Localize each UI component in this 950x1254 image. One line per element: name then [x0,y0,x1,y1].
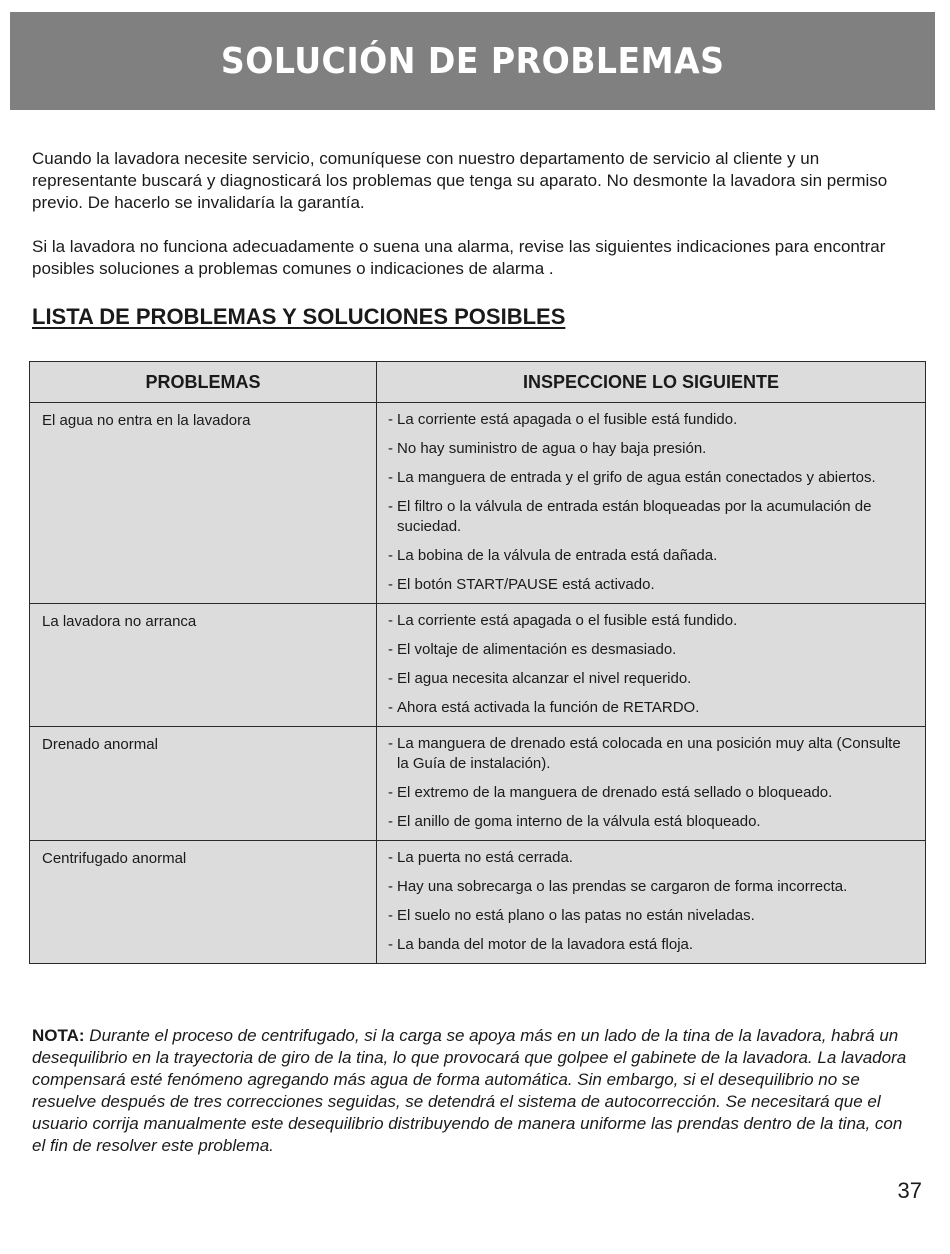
header-bar [10,12,935,110]
problem-cell: Drenado anormal [30,727,377,841]
list-item [388,611,915,631]
inspection-cell [377,841,926,964]
list-item [388,669,915,689]
check-text: El anillo de goma interno de la válvula está bloqueado. [397,813,761,830]
table-body [30,403,926,964]
check-text: La banda del motor de la lavadora está floja. [397,936,694,953]
list-item [388,848,915,868]
check-text: El suelo no está plano o las patas no están niveladas. [397,907,755,924]
check-text: Hay una sobrecarga o las prendas se cargaron de forma incorrecta. [397,878,848,895]
page-title: SOLUCIÓN DE PROBLEMAS [220,40,725,82]
list-item [388,546,915,566]
bullet-dash: - [388,641,393,658]
list-item [388,734,915,774]
list-item [388,575,915,595]
note-label: NOTA: [32,1026,85,1045]
list-item [388,640,915,660]
bullet-dash: - [388,907,393,924]
intro-section [32,148,912,302]
bullet-dash: - [388,440,393,457]
table-row [30,604,926,727]
list-item [388,410,915,430]
troubleshooting-table [29,361,926,964]
list-item [388,783,915,803]
check-text: El botón START/PAUSE está activado. [397,576,655,593]
bullet-dash: - [388,670,393,687]
list-item [388,439,915,459]
list-item [388,935,915,955]
table-row [30,727,926,841]
header-problems: PROBLEMAS [30,362,377,403]
problem-cell: Centrifugado anormal [30,841,377,964]
bullet-dash: - [388,411,393,428]
inspection-cell [377,604,926,727]
note-paragraph [32,1025,912,1157]
bullet-dash: - [388,547,393,564]
bullet-dash: - [388,612,393,629]
bullet-dash: - [388,813,393,830]
check-text: No hay suministro de agua o hay baja presión. [397,440,707,457]
list-item [388,468,915,488]
inspection-cell [377,727,926,841]
bullet-dash: - [388,498,393,515]
bullet-dash: - [388,469,393,486]
check-text: El agua necesita alcanzar el nivel requerido. [397,670,692,687]
check-text: La manguera de entrada y el grifo de agua están conectados y abiertos. [397,469,876,486]
note-text: Durante el proceso de centrifugado, si la carga se apoya más en un lado de la tina de la lavadora, habrá un desequilibrio en la trayectoria de giro de la tina, lo que provocará que golpee el gabinete de la lavadora. La lavadora compensará esté fenómeno agregando más agua de forma automática. Sin embargo, si el desequilibrio no se resuelve después de tres correcciones seguidas, se detendrá el sistema de autocorrección. Se necesitará que el usuario corrija manualmente este desequilibrio distribuyendo de manera uniforme las prendas dentro de la tina, con el fin de resolver este problema. [32,1026,907,1155]
page-number: 37 [897,1178,922,1203]
bullet-dash: - [388,784,393,801]
problem-cell: El agua no entra en la lavadora [30,403,377,604]
list-item [388,698,915,718]
list-item [388,497,915,537]
table-row [30,403,926,604]
inspection-cell [377,403,926,604]
bullet-dash: - [388,878,393,895]
bullet-dash: - [388,849,393,866]
section-heading: LISTA DE PROBLEMAS Y SOLUCIONES POSIBLES [32,304,566,329]
list-item [388,812,915,832]
intro-paragraph-2: Si la lavadora no funciona adecuadamente o suena una alarma, revise las siguientes indicaciones para encontrar posibles soluciones a problemas comunes o indicaciones de alarma . [32,237,886,278]
bullet-dash: - [388,735,393,752]
check-text: La puerta no está cerrada. [397,849,573,866]
bullet-dash: - [388,699,393,716]
check-text: La corriente está apagada o el fusible está fundido. [397,411,738,428]
list-item [388,877,915,897]
check-text: La corriente está apagada o el fusible está fundido. [397,612,738,629]
header-inspect: INSPECCIONE LO SIGUIENTE [377,362,926,403]
check-text: El extremo de la manguera de drenado está sellado o bloqueado. [397,784,833,801]
table-row [30,841,926,964]
problem-cell: La lavadora no arranca [30,604,377,727]
bullet-dash: - [388,576,393,593]
check-text: Ahora está activada la función de RETARDO. [397,699,700,716]
list-item [388,906,915,926]
table-header-row [30,362,926,403]
check-text: La bobina de la válvula de entrada está dañada. [397,547,718,564]
check-text: El filtro o la válvula de entrada están bloqueadas por la acumulación de suciedad. [397,498,872,535]
check-text: El voltaje de alimentación es desmasiado. [397,641,677,658]
intro-paragraph-1: Cuando la lavadora necesite servicio, comuníquese con nuestro departamento de servicio al cliente y un representante buscará y diagnosticará los problemas que tenga su aparato. No desmonte la lavadora sin permiso previo. De hacerlo se invalidaría la garantía. [32,149,888,212]
check-text: La manguera de drenado está colocada en una posición muy alta (Consulte la Guía de instalación). [397,735,901,772]
bullet-dash: - [388,936,393,953]
